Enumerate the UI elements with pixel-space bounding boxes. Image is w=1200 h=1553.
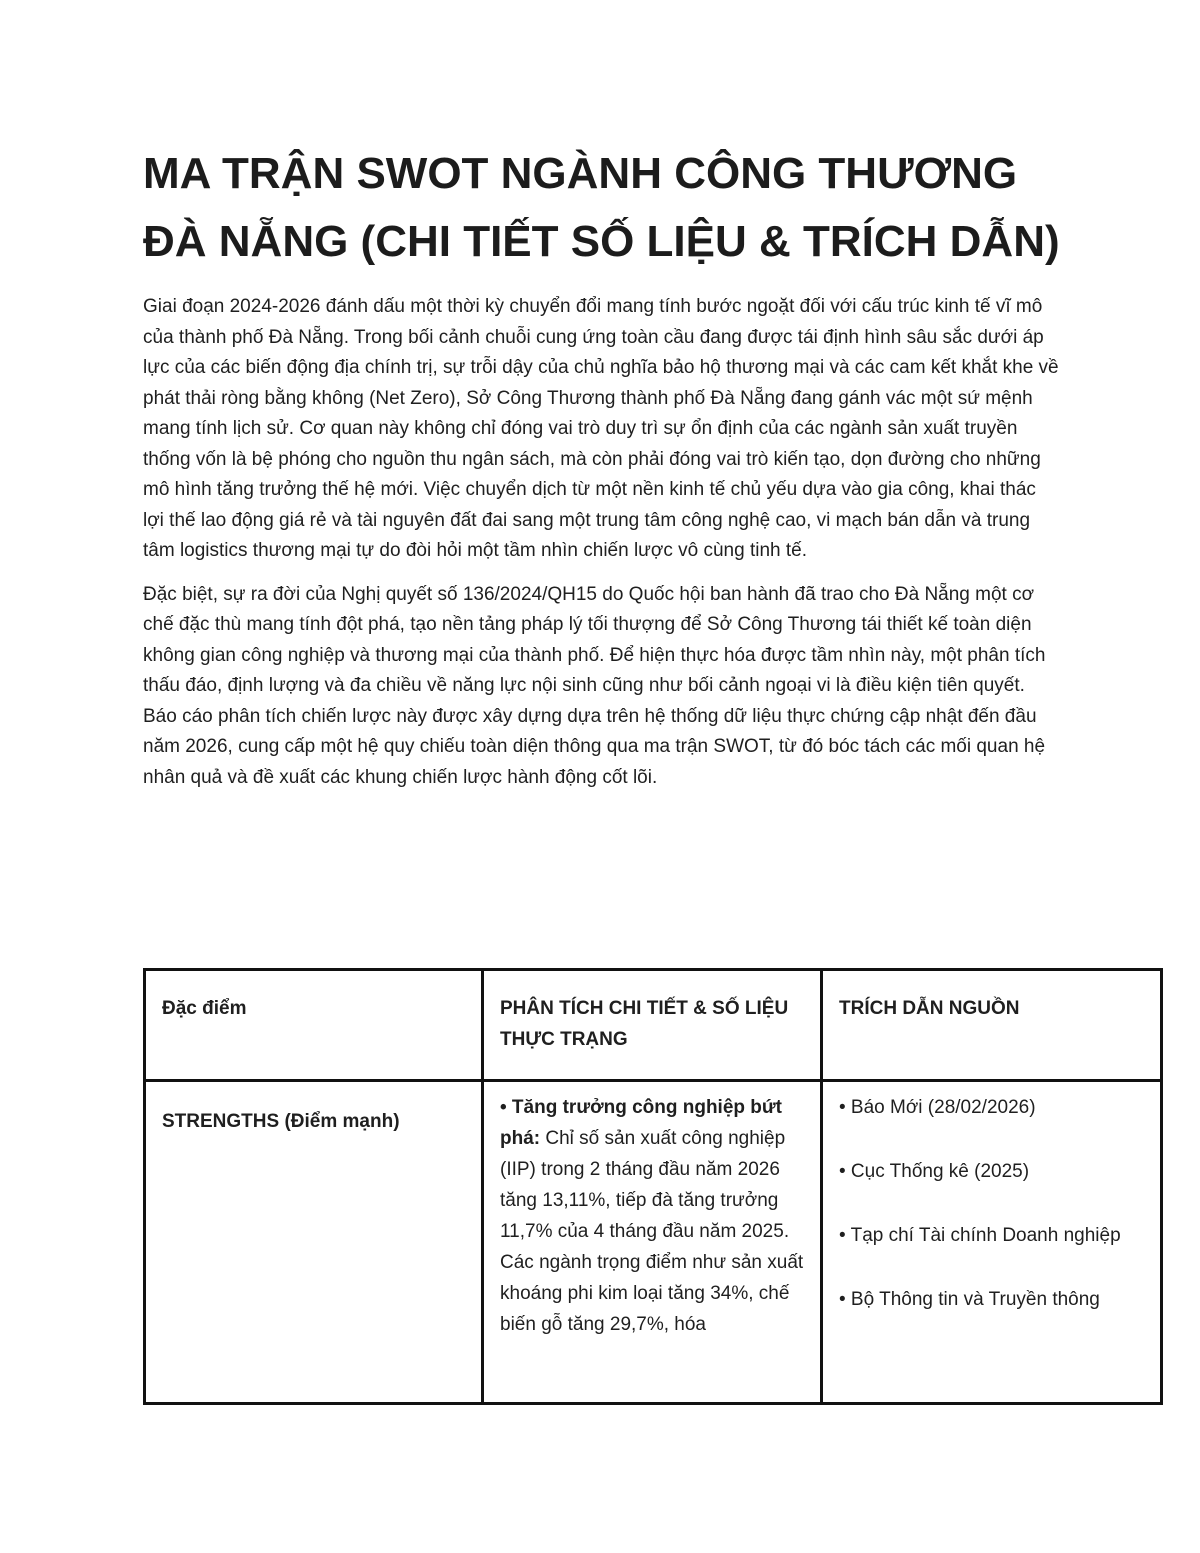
table-row-strengths: [145, 1081, 1162, 1404]
source-item: • Tạp chí Tài chính Doanh nghiệp: [839, 1225, 1121, 1246]
analysis-text: Chỉ số sản xuất công nghiệp (IIP) trong 2 tháng đầu năm 2026 tăng 13,11%, tiếp đà tăng trưởng 11,7% của 4 tháng đầu năm 2025. Các ngành trọng điểm như sản xuất khoáng phi kim loại tăng 34%, chế biến gỗ tăng 29,7%, hóa: [500, 1128, 804, 1335]
document-title: MA TRẬN SWOT NGÀNH CÔNG THƯƠNG ĐÀ NẴNG (CHI TIẾT SỐ LIỆU & TRÍCH DẪN): [143, 149, 1060, 266]
row-label-strengths: STRENGTHS (Điểm mạnh): [162, 1111, 400, 1132]
cell-row-label: [145, 1081, 483, 1404]
source-item: • Cục Thống kê (2025): [839, 1161, 1030, 1182]
source-item: • Báo Mới (28/02/2026): [839, 1097, 1036, 1118]
sources-list: [839, 1092, 1146, 1315]
intro-paragraph-1: Giai đoạn 2024-2026 đánh dấu một thời kỳ chuyển đổi mang tính bước ngoặt đối với cấu trúc kinh tế vĩ mô của thành phố Đà Nẵng. Trong bối cảnh chuỗi cung ứng toàn cầu đang được tái định hình sâu sắc dưới áp lực của các biến động địa chính trị, sự trỗi dậy của chủ nghĩa bảo hộ thương mại và các cam kết khắt khe về phát thải ròng bằng không (Net Zero), Sở Công Thương thành phố Đà Nẵng đang gánh vác một sứ mệnh mang tính lịch sử. Cơ quan này không chỉ đóng vai trò duy trì sự ổn định của các ngành sản xuất truyền thống vốn là bệ phóng cho nguồn thu ngân sách, mà còn phải đóng vai trò kiến tạo, dọn đường cho những mô hình tăng trưởng thế hệ mới. Việc chuyển dịch từ một nền kinh tế chủ yếu dựa vào gia công, khai thác lợi thế lao động giá rẻ và tài nguyên đất đai sang một trung tâm công nghệ cao, vi mạch bán dẫn và trung tâm logistics thương mại tự do đòi hỏi một tầm nhìn chiến lược vô cùng tinh tế.: [143, 296, 1059, 561]
swot-table: [143, 968, 1163, 1405]
table-header-row: [145, 970, 1162, 1081]
analysis-heading: • Tăng trưởng công nghiệp bứt phá:: [500, 1097, 782, 1149]
document-page: [143, 140, 1061, 793]
cell-analysis: [483, 1081, 822, 1404]
header-characteristic: Đặc điểm: [145, 970, 483, 1081]
source-item: • Bộ Thông tin và Truyền thông: [839, 1289, 1100, 1310]
header-sources: TRÍCH DẪN NGUỒN: [822, 970, 1162, 1081]
intro-paragraph-2: Đặc biệt, sự ra đời của Nghị quyết số 136/2024/QH15 do Quốc hội ban hành đã trao cho Đà Nẵng một cơ chế đặc thù mang tính đột phá, tạo nền tảng pháp lý tối thượng để Sở Công Thương tái thiết kế toàn diện không gian công nghiệp và thương mại của thành phố. Để hiện thực hóa được tầm nhìn này, một phân tích thấu đáo, định lượng và đa chiều về năng lực nội sinh cũng như bối cảnh ngoại vi là điều kiện tiên quyết. Báo cáo phân tích chiến lược này được xây dựng dựa trên hệ thống dữ liệu thực chứng cập nhật đến đầu năm 2026, cung cấp một hệ quy chiếu toàn diện thông qua ma trận SWOT, từ đó bóc tách các mối quan hệ nhân quả và đề xuất các khung chiến lược hành động cốt lõi.: [143, 583, 1046, 788]
cell-sources: [822, 1081, 1162, 1404]
header-analysis: PHÂN TÍCH CHI TIẾT & SỐ LIỆU THỰC TRẠNG: [483, 970, 822, 1081]
